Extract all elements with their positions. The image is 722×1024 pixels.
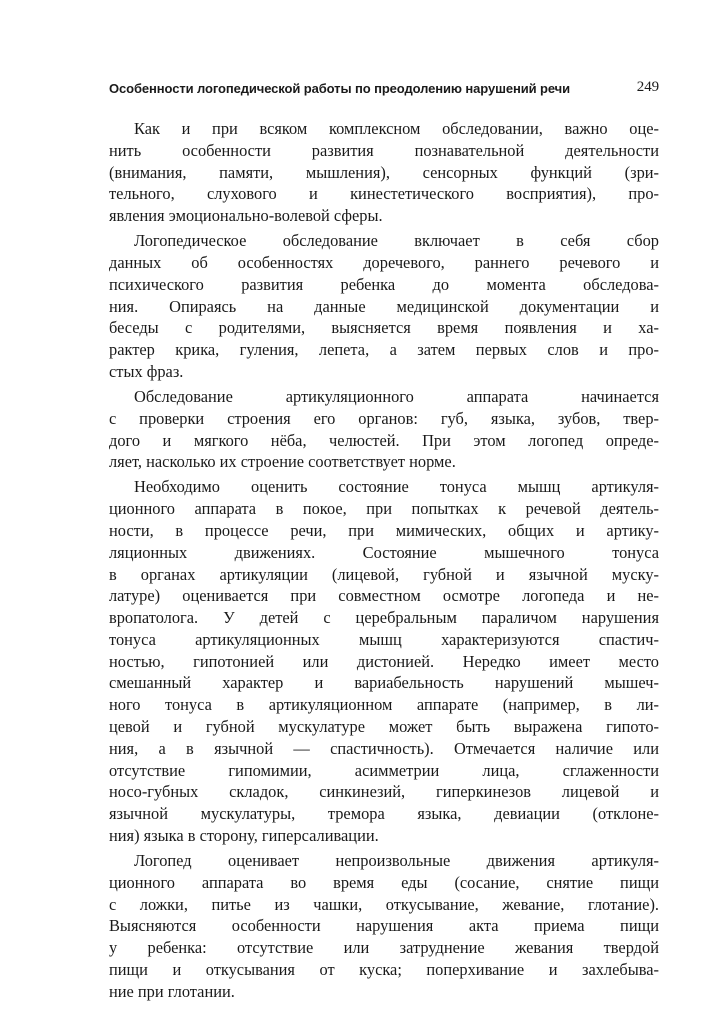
text-line: ционного аппарата в покое, при попытках к речевой деятель- [109,499,659,519]
text-line: язычной мускулатуры, тремора языка, девиации (отклоне- [109,804,659,824]
text-line: Логопед оценивает непроизвольные движения артикуля- [134,851,659,871]
text-line: Обследование артикуляционного аппарата начинается [134,386,659,406]
text-line: с ложки, питье из чашки, откусывание, жевание, глотание). [109,894,659,914]
paragraph [109,850,659,1003]
text-line: цевой и губной мускулатуре может быть выражена гипото- [109,717,659,737]
text-line: ния) языка в сторону, гиперсаливации. [109,826,379,846]
text-line: ляционных движениях. Состояние мышечного тонуса [109,542,659,562]
text-line: у ребенка: отсутствие или затруднение жевания твердой [109,938,659,958]
text-line: стых фраз. [109,361,184,381]
paragraph [109,118,659,227]
text-line: рактер крика, гуления, лепета, а затем первых слов и про- [109,340,659,360]
text-line: ностью, гипотонией или дистонией. Нередко имеет место [109,651,659,671]
paragraph [109,386,659,473]
text-line: тонуса артикуляционных мышц характеризуются спастич- [109,629,659,649]
text-line: смешанный характер и вариабельность нарушений мышеч- [109,673,659,693]
paragraph [109,230,659,383]
text-line: психического развития ребенка до момента обследова- [109,274,659,294]
text-line: Логопедическое обследование включает в себя сбор [134,231,659,251]
text-line: Выясняются особенности нарушения акта приема пищи [109,916,659,936]
text-line: дого и мягкого нёба, челюстей. При этом логопед опреде- [109,430,659,450]
text-line: отсутствие гипомимии, асимметрии лица, сглаженности [109,760,659,780]
paragraph [109,476,659,847]
text-line: ного тонуса в артикуляционном аппарате (например, в ли- [109,695,659,715]
page-number: 249 [636,79,659,95]
text-line: (внимания, памяти, мышления), сенсорных функций (зри- [109,162,659,182]
text-line: латуре) оценивается при совместном осмотре логопеда и не- [109,586,659,606]
text-line: ляет, насколько их строение соответствует норме. [109,452,456,472]
text-line: вропатолога. У детей с церебральным параличом нарушения [109,608,659,628]
text-line: пищи и откусывания от куска; поперхивание и захлебыва- [109,960,659,980]
text-line: ности, в процессе речи, при мимических, общих и артику- [109,520,659,540]
chapter-title: Особенности логопедической работы по преодолению нарушений речи [109,81,570,96]
text-line: ния, а в язычной — спастичность). Отмечается наличие или [109,738,659,758]
body-text [109,118,659,1006]
text-line: с проверки строения его органов: губ, языка, зубов, твер- [109,408,659,428]
text-line: в органах артикуляции (лицевой, губной и язычной муску- [109,564,659,584]
text-line: Как и при всяком комплексном обследовании, важно оце- [134,119,659,138]
running-header [109,81,659,101]
text-line: явления эмоционально-волевой сферы. [109,206,383,226]
text-line: беседы с родителями, выясняется время появления и ха- [109,318,659,338]
text-line: ния. Опираясь на данные медицинской документации и [109,296,659,316]
text-line: данных об особенностях доречевого, раннего речевого и [109,252,659,272]
text-line: Необходимо оценить состояние тонуса мышц артикуля- [134,477,659,497]
text-line: тельного, слухового и кинестетического восприятия), про- [109,184,659,204]
text-line: нить особенности развития познавательной деятельности [109,140,659,160]
text-line: носо-губных складок, синкинезий, гиперкинезов лицевой и [109,782,659,802]
text-line: ционного аппарата во время еды (сосание, снятие пищи [109,872,659,892]
text-line: ние при глотании. [109,981,235,1001]
